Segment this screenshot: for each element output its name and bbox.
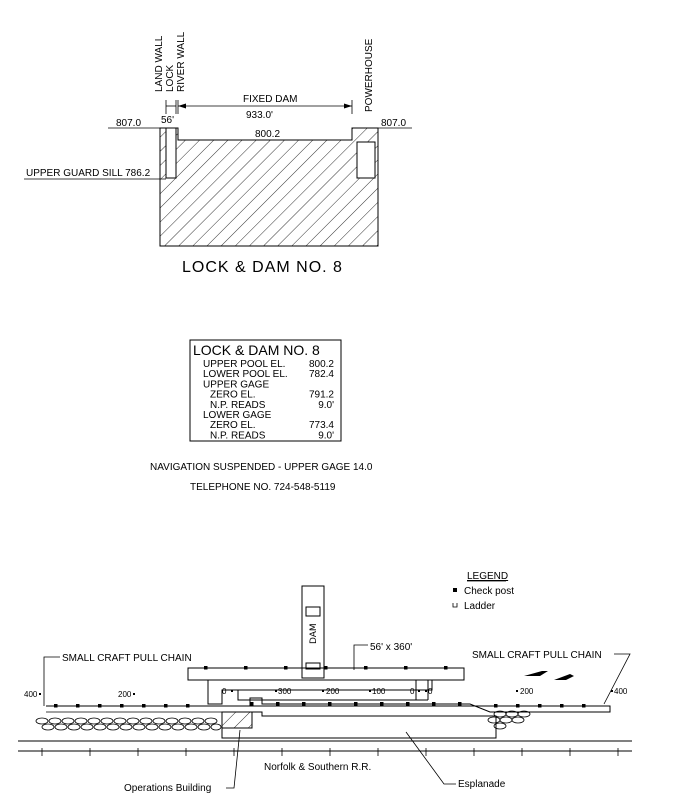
check-post-marker [444,666,448,670]
riprap-left [36,718,221,730]
flow-arrow-1 [524,671,548,676]
mark-400-left: 400 [24,690,38,699]
mark-0-right: 0 [428,687,433,696]
powerhouse-label: POWERHOUSE [364,38,375,112]
fixed-dam-label: FIXED DAM [243,94,298,105]
dam-body [160,128,378,246]
section-title: LOCK & DAM NO. 8 [182,259,343,276]
mark-400-right: 400 [614,687,628,696]
info-box-title: LOCK & DAM NO. 8 [193,342,320,358]
lock-label: LOCK [165,64,176,92]
info-row-label: LOWER POOL EL. [203,369,288,381]
flow-arrow-2 [554,674,574,680]
ladder-icon [453,603,457,607]
check-post-marker [250,702,254,706]
operations-leader [226,730,240,788]
right-elevation: 807.0 [381,118,407,129]
info-row-value: 791.2 [308,389,334,401]
mark-100: 100 [372,687,386,696]
esplanade-leader [406,732,456,784]
operations-building-label: Operations Building [124,783,212,794]
check-post-marker [364,666,368,670]
mark-0-mid: 0 [410,687,415,696]
lock-size-label: 56' x 360' [370,642,413,653]
check-post-marker [186,704,190,708]
check-post-marker [538,704,542,708]
dam-label: DAM [309,623,319,644]
check-post-marker [302,702,306,706]
legend-ladder: Ladder [464,601,496,612]
info-box [190,340,341,441]
check-post-marker [328,702,332,706]
pull-chain-right-leader [604,654,630,704]
check-post-icon [453,588,457,592]
check-post-marker [244,666,248,670]
info-row-label: ZERO EL. [210,389,256,401]
arrow-right [344,104,352,109]
check-post-marker [76,704,80,708]
check-post-marker [276,702,280,706]
info-row-label: ZERO EL. [210,420,256,432]
legend-check-post: Check post [464,586,515,597]
land-wall-label: LAND WALL [154,35,165,92]
mark-200-left: 200 [118,690,132,699]
check-post-marker [284,666,288,670]
mark-200-right: 200 [520,687,534,696]
info-row-label: LOWER GAGE [203,410,272,421]
check-post-marker [120,704,124,708]
operations-building [222,712,252,728]
check-post-marker [204,666,208,670]
info-row-label: N.P. READS [210,399,266,411]
check-posts [54,666,586,708]
check-post-marker [494,704,498,708]
check-post-marker [582,704,586,708]
telephone-note: TELEPHONE NO. 724-548-5119 [190,482,336,493]
legend-title: LEGEND [467,571,509,582]
powerhouse-box [357,142,375,178]
upper-lock-wall [188,668,464,680]
dam-section [24,31,412,276]
check-post-marker [432,702,436,706]
info-row-label: UPPER GAGE [203,379,270,391]
lock-chamber [166,128,176,178]
riprap-right [488,711,530,729]
esplanade-structure [222,712,496,738]
arrow-left [178,104,186,109]
esplanade-label: Esplanade [458,779,506,790]
info-row-label: UPPER POOL EL. [203,359,286,370]
info-rows [203,359,334,441]
river-wall-label: RIVER WALL [176,31,187,92]
fixed-dam-length: 933.0' [246,110,273,121]
crest-elevation: 800.2 [255,129,281,140]
lock-width-label: 56' [161,115,175,126]
mark-200-mid: 200 [326,687,340,696]
railroad-ties [42,748,618,756]
info-row-value: 773.4 [308,420,334,432]
check-post-marker [404,666,408,670]
check-post-marker [560,704,564,708]
check-post-marker [354,702,358,706]
check-post-marker [98,704,102,708]
navigation-note: NAVIGATION SUSPENDED - UPPER GAGE 14.0 [150,462,373,473]
check-post-marker [380,702,384,706]
railroad-label: Norfolk & Southern R.R. [264,762,372,773]
check-post-marker [142,704,146,708]
mark-300: 300 [278,687,292,696]
info-row-value: 800.2 [308,359,334,370]
pull-chain-left-leader [44,657,60,706]
info-row-label: N.P. READS [210,430,266,442]
guard-sill-label: UPPER GUARD SILL 786.2 [26,168,151,179]
check-post-marker [406,702,410,706]
check-post-marker [54,704,58,708]
info-row-value: 9.0' [318,399,334,411]
check-post-marker [516,704,520,708]
check-post-marker [164,704,168,708]
check-post-marker [458,702,462,706]
check-post-marker [324,666,328,670]
pull-chain-left-label: SMALL CRAFT PULL CHAIN [62,653,192,664]
info-row-value: 9.0' [318,430,334,442]
plan-view [18,571,632,794]
left-elevation: 807.0 [116,118,142,129]
info-row-value: 782.4 [308,369,334,381]
mark-0-left: 0 [222,687,227,696]
dam-gate-box [306,607,320,616]
pull-chain-right-label: SMALL CRAFT PULL CHAIN [472,650,602,661]
